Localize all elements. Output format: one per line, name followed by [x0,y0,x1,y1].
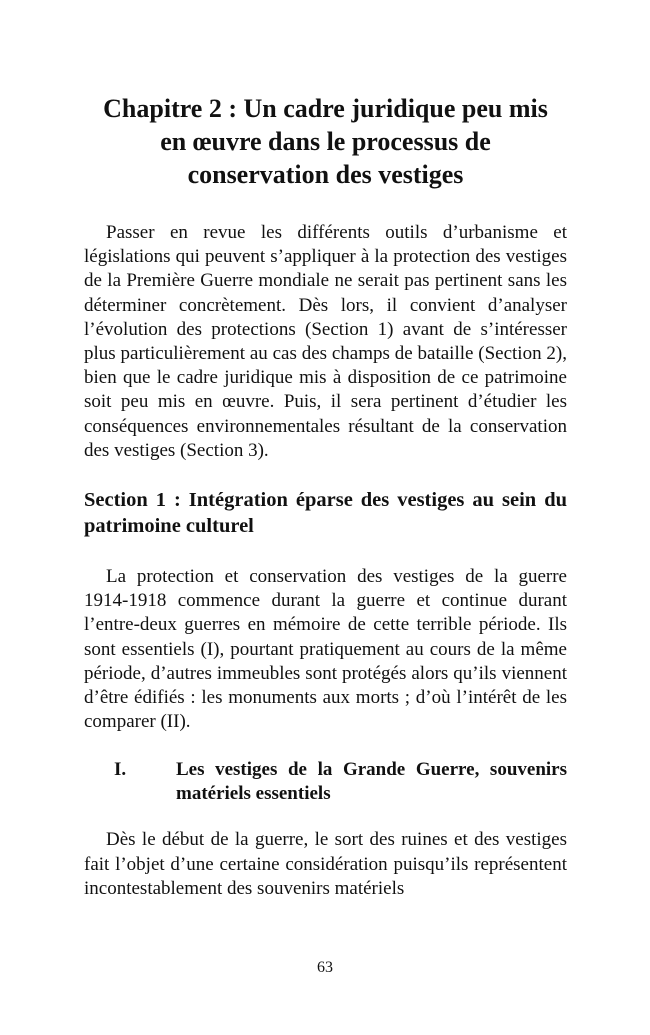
section-1-paragraph: La protection et conservation des vestiges de la guerre 1914-1918 commence durant la guerre et continue durant l’entre-deux guerres en mémoire de cette terrible période. Ils sont essentiels (I), pourtant pratiquement au cours de la même période, d’autres immeubles sont protégés alors qu’ils viennent d’être édifiés : les monuments aux morts ; d’où l’intérêt de les comparer (II). [84,566,567,733]
subsection-heading [84,758,567,806]
subsection-title: Les vestiges de la Grande Guerre, souvenirs matériels essentiels [176,759,567,805]
chapter-title-line-2: en œuvre dans le processus de [160,127,491,156]
page-number: 63 [317,959,333,976]
subsection-number: I. [114,759,127,781]
page-content [84,92,567,901]
intro-paragraph: Passer en revue les différents outils d’urbanisme et législations qui peuvent s’appliquer à la protection des vestiges de la Première Guerre mondiale ne serait pas pertinent sans les déterminer concrètement. Dès lors, il convient d’analyser l’évolution des protections (Section 1) avant de s’intéresser plus particulièrement au cas des champs de bataille (Section 2), bien que le cadre juridique mis à disposition de ce patrimoine soit peu mis en œuvre. Puis, il sera pertinent d’étudier les conséquences environnementales résultant de la conservation des vestiges (Section 3). [84,222,567,461]
chapter-title [84,92,567,191]
subsection-paragraph: Dès le début de la guerre, le sort des ruines et des vestiges fait l’objet d’une certaine considération puisqu’ils représentent incontestablement des souvenirs matériels [84,829,567,899]
section-1-title: Section 1 : Intégration éparse des vestiges au sein du patrimoine culturel [84,489,567,538]
chapter-title-line-1: Chapitre 2 : Un cadre juridique peu mis [103,94,548,123]
chapter-title-line-3: conservation des vestiges [187,160,464,189]
